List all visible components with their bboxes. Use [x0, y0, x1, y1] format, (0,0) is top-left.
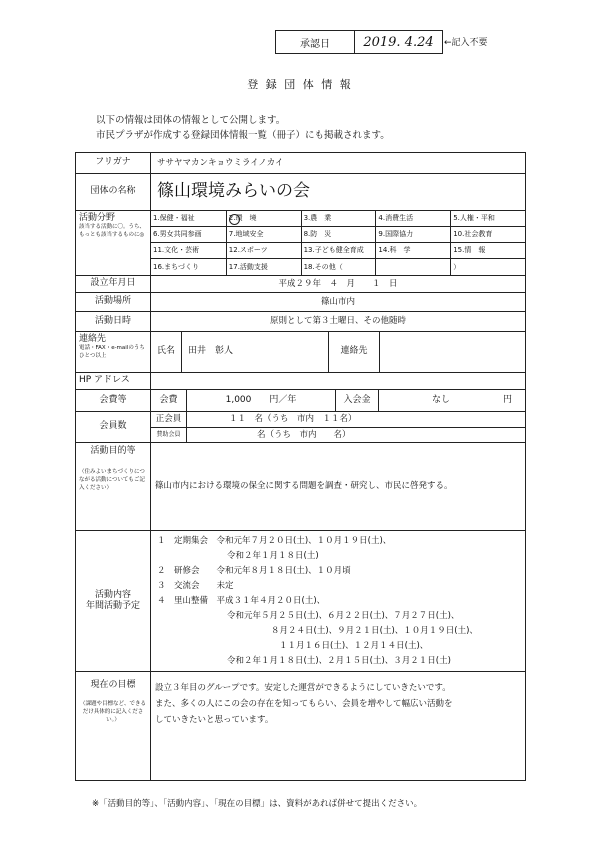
hp-value: [151, 373, 526, 390]
place-label: 活動場所: [76, 293, 151, 312]
fees-row: [151, 390, 526, 412]
days-value: 原則として第３土曜日、その他随時: [151, 312, 526, 332]
field-option: 17.活動支援: [226, 259, 301, 275]
activity-line: １ 定期集会 令和元年７月２０日(土)、１０月１９日(土)、: [157, 536, 392, 546]
founded-label: 設立年月日: [76, 276, 151, 293]
fees-label: 会費等: [76, 390, 151, 412]
approval-date: 2019. 4.24: [363, 34, 434, 50]
field-option: 12.スポーツ: [226, 243, 301, 259]
goal-cell: [151, 672, 526, 781]
field-option: 1.保健・福祉: [151, 211, 226, 227]
goal-line: していきたいと思っています。: [155, 715, 274, 725]
approval-note: ←記入不要: [444, 38, 488, 48]
contact-contact-label: 連絡先: [329, 332, 380, 372]
registration-form: [75, 152, 526, 781]
page-title: 登 録 団 体 情 報: [247, 78, 353, 91]
fields-label-cell: [76, 211, 151, 276]
goal-line: また、多くの人にこの会の存在を知ってもらい、会員を増やして幅広い活動を: [155, 699, 453, 709]
contact-name-label: 氏名: [151, 332, 182, 372]
field-option: 7.地域安全: [226, 227, 301, 243]
activity-line: ８月２４日(土)、９月２１日(土)、１０月１９日(土)、: [271, 626, 478, 636]
field-option: 3.農 業: [301, 211, 376, 227]
days-label: 活動日時: [76, 312, 151, 332]
goal-line: 設立３年目のグループです。安定した運営ができるようにしていきたいです。: [155, 683, 451, 693]
approval-label: 承認日: [276, 31, 355, 53]
selected-circle-icon: [229, 214, 240, 225]
field-option: 15.情 報: [450, 243, 525, 259]
activity-line: 令和２年１月１８日(土): [227, 551, 319, 561]
founded-value: 平成２９年 ４ 月 １ 日: [151, 276, 526, 293]
field-option: 10.社会教育: [450, 227, 525, 243]
fee-value: 1,000 円／年: [187, 390, 336, 411]
entry-fee-value: なし: [431, 394, 450, 405]
field-option: 5.人権・平和: [450, 211, 525, 227]
place-value: 篠山市内: [151, 293, 526, 312]
field-option: 6.男女共同参画: [151, 227, 226, 243]
field-option: 8.防 災: [301, 227, 376, 243]
hp-label: HP アドレス: [76, 373, 151, 390]
activity-line: ２ 研修会 令和元年８月１８日(土)、１０月頃: [157, 566, 351, 576]
activities-label-2: 年間活動予定: [85, 601, 140, 611]
group-name-label: 団体の名称: [76, 174, 151, 211]
purpose-note: （住みよいまちづくりにつながる活動についてもご記入ください）: [79, 469, 145, 492]
support-member-label: 賛助会員: [151, 428, 187, 442]
intro-line-2: 市民プラザが作成する登録団体情報一覧（冊子）にも掲載されます。: [96, 130, 390, 141]
purpose-value: 篠山市内における環境の保全に関する問題を調査・研究し、市民に啓発する。: [151, 443, 526, 531]
fields-note: 該当する活動に〇。うち、もっとも該当するものに◎: [79, 224, 146, 239]
contact-row: [151, 332, 526, 373]
support-member-value: 名（うち 市内 名）: [257, 429, 351, 440]
activity-line: ３ 交流会 未定: [157, 581, 234, 591]
field-option: 2.環 境: [226, 211, 301, 227]
members-label: 会員数: [76, 412, 151, 443]
furigana-value: ササヤマカンキョウミライノカイ: [151, 153, 526, 174]
furigana-label: フリガナ: [76, 153, 151, 174]
activities-label-1: 活動内容: [94, 589, 131, 600]
purpose-label: 活動目的等: [90, 446, 136, 456]
regular-member-value: １１ 名（うち 市内 １１名）: [229, 414, 357, 425]
activities-label-cell: [76, 531, 151, 672]
activity-line: 令和２年１月１８日(土)、２月１５日(土)、３月２１日(土): [227, 656, 451, 666]
contact-contact-value: [380, 332, 525, 372]
field-option: 9.国際協力: [375, 227, 450, 243]
field-option: 11.文化・芸術: [151, 243, 226, 259]
fields-label: 活動分野: [79, 213, 116, 223]
field-option: 4.消費生活: [375, 211, 450, 227]
activities-cell: [151, 531, 526, 672]
entry-fee-unit: 円: [503, 394, 513, 405]
field-option: ）: [450, 259, 525, 275]
purpose-label-cell: [76, 443, 151, 531]
group-name-value: 篠山環境みらいの会: [151, 174, 526, 211]
fields-grid-cell: [151, 211, 526, 276]
entry-fee-label: 入会金: [336, 390, 379, 411]
field-option: 18.その他（: [301, 259, 376, 275]
contact-label: 連絡先: [79, 334, 107, 344]
activity-line: 令和元年５月２５日(土)、６月２２日(土)、７月２７日(土)、: [227, 611, 460, 621]
members-rows: [151, 412, 526, 443]
footnote: ※「活動目的等」、「活動内容」、「現在の目標」は、資料があれば併せて提出ください。: [92, 799, 423, 809]
approval-box: [275, 30, 443, 54]
goal-label: 現在の目標: [90, 680, 136, 690]
activity-line: １１月１６日(土)、１２月１４日(土)、: [279, 641, 429, 651]
contact-name: 田井 彰人: [182, 332, 329, 372]
fields-grid: [151, 211, 525, 275]
field-option: 13.子ども健全育成: [301, 243, 376, 259]
contact-label-cell: [76, 332, 151, 373]
field-option: [375, 259, 450, 275]
goal-note: （課題や目標など、できるだけ具体的に記入ください。）: [79, 701, 146, 724]
field-option: 16.まちづくり: [153, 262, 200, 271]
fee-label: 会費: [151, 390, 187, 411]
contact-note: 電話・FAX・e-mailのうちひとつ以上: [79, 345, 145, 360]
goal-label-cell: [76, 672, 151, 781]
intro-line-1: 以下の情報は団体の情報として公開します。: [96, 115, 286, 126]
regular-member-label: 正会員: [151, 412, 187, 427]
activity-line: ４ 里山整備 平成３１年４月２０日(土)、: [157, 596, 326, 606]
field-option: 14.科 学: [375, 243, 450, 259]
